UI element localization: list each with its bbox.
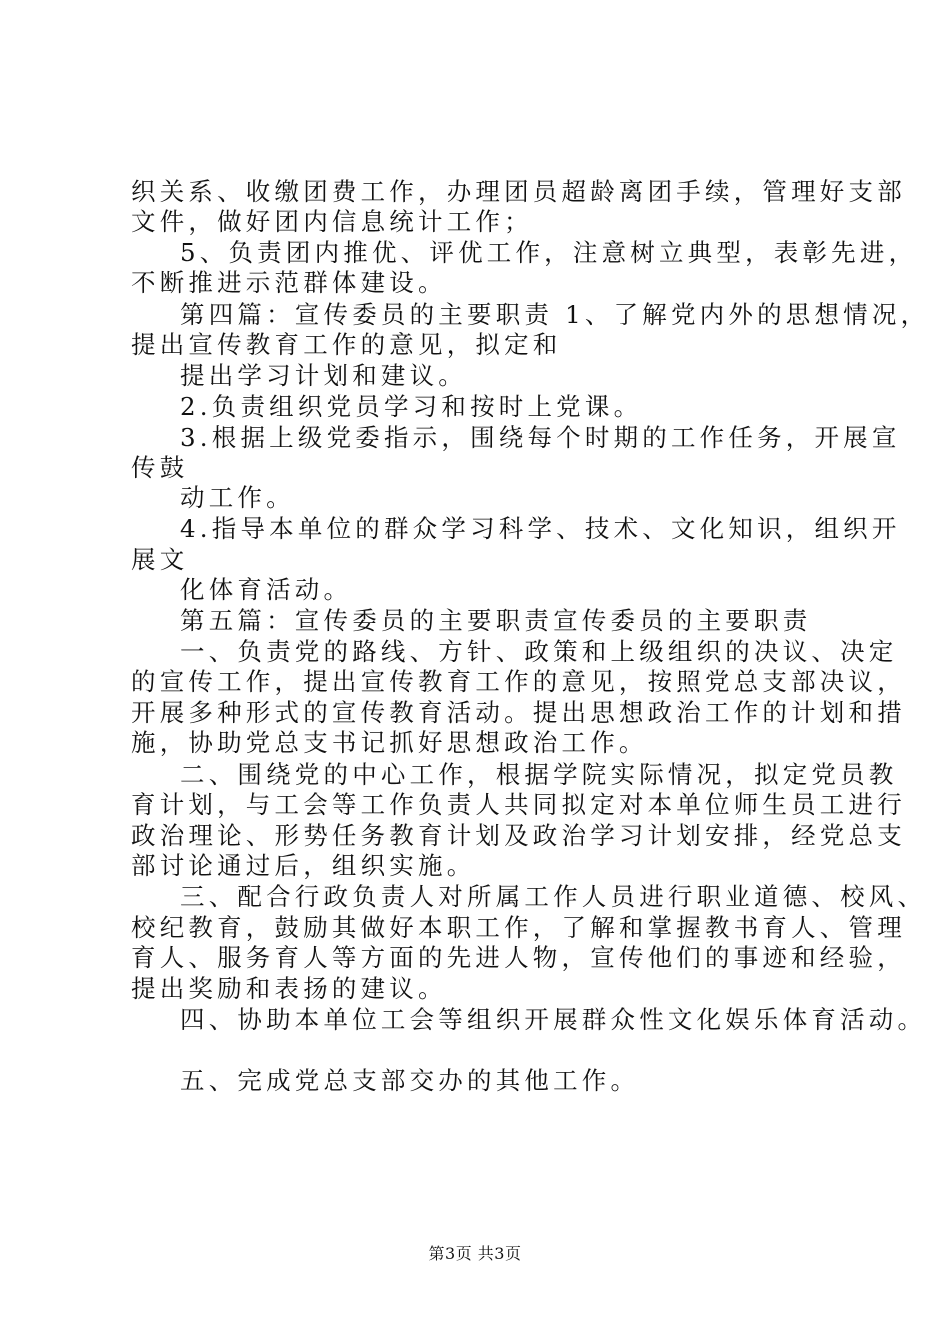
text-line: 部讨论通过后，组织实施。 xyxy=(131,851,476,880)
text-line: 5、负责团内推优、评优工作，注意树立典型，表彰先进， xyxy=(180,238,918,267)
text-line: 施，协助党总支书记抓好思想政治工作。 xyxy=(131,728,648,757)
text-line: 五、完成党总支部交办的其他工作。 xyxy=(180,1066,640,1095)
text-line: 四、协助本单位工会等组织开展群众性文化娱乐体育活动。 xyxy=(180,1005,927,1034)
text-line: 政治理论、形势任务教育计划及政治学习计划安排，经党总支 xyxy=(131,821,906,850)
text-line: 化体育活动。 xyxy=(180,575,353,604)
text-line: 展文 xyxy=(131,545,189,574)
text-line: 4.指导本单位的群众学习科学、技术、文化知识，组织开 xyxy=(180,514,901,543)
text-line: 第五篇：宣传委员的主要职责宣传委员的主要职责 xyxy=(180,606,812,635)
text-line: 第四篇：宣传委员的主要职责 1、了解党内外的思想情况， xyxy=(180,300,930,329)
text-line: 2.负责组织党员学习和按时上党课。 xyxy=(180,392,643,421)
text-line: 织关系、收缴团费工作，办理团员超龄离团手续，管理好支部 xyxy=(131,177,906,206)
text-line: 3.根据上级党委指示，围绕每个时期的工作任务，开展宣 xyxy=(180,423,901,452)
text-line: 提出宣传教育工作的意见，拟定和 xyxy=(131,330,562,359)
text-line: 提出奖励和表扬的建议。 xyxy=(131,974,447,1003)
text-line: 不断推进示范群体建设。 xyxy=(131,268,447,297)
text-line: 的宣传工作，提出宣传教育工作的意见，按照党总支部决议， xyxy=(131,667,906,696)
text-line: 三、配合行政负责人对所属工作人员进行职业道德、校风、 xyxy=(180,882,927,911)
text-line: 校纪教育，鼓励其做好本职工作，了解和掌握教书育人、管理 xyxy=(131,913,906,942)
text-line: 育计划，与工会等工作负责人共同拟定对本单位师生员工进行 xyxy=(131,790,906,819)
text-line: 传鼓 xyxy=(131,453,189,482)
page-footer: 第3页 共3页 xyxy=(428,1244,522,1263)
text-line: 提出学习计划和建议。 xyxy=(180,361,467,390)
text-line: 育人、服务育人等方面的先进人物，宣传他们的事迹和经验， xyxy=(131,943,906,972)
text-line: 动工作。 xyxy=(180,483,295,512)
text-line: 开展多种形式的宣传教育活动。提出思想政治工作的计划和措 xyxy=(131,698,906,727)
text-line: 文件，做好团内信息统计工作； xyxy=(131,207,533,236)
text-line: 一、负责党的路线、方针、政策和上级组织的决议、决定 xyxy=(180,637,898,666)
text-line: 二、围绕党的中心工作，根据学院实际情况，拟定党员教 xyxy=(180,760,898,789)
